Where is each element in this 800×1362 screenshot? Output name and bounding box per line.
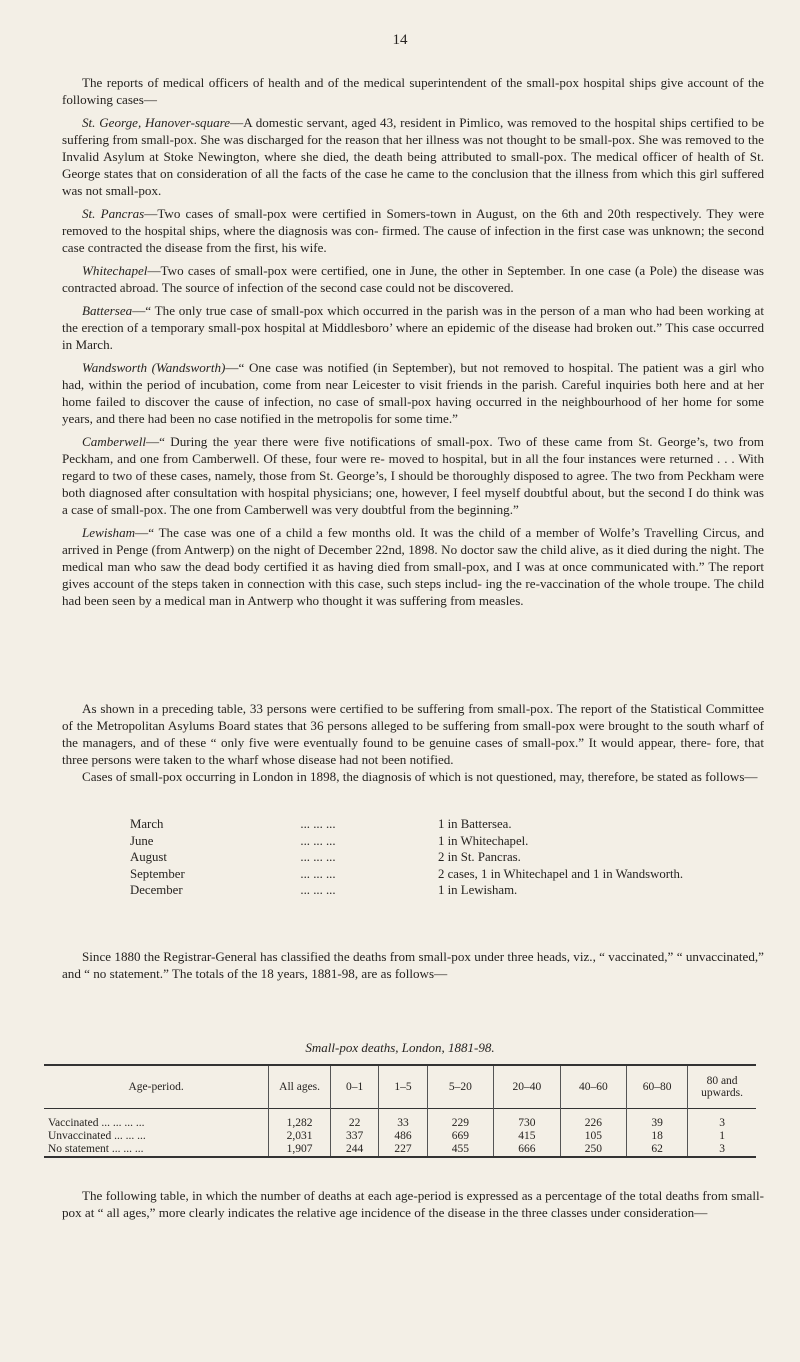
smallpox-deaths-table [44, 1064, 756, 1158]
entry-wandsworth [62, 359, 764, 427]
column-header: 0–1 [331, 1065, 379, 1109]
list-item: August ... ... ... 2 in St. Pancras. [130, 850, 521, 864]
column-header: 5–20 [427, 1065, 493, 1109]
entry-label: Battersea [82, 303, 133, 318]
case-reports-section [62, 74, 764, 615]
list-item: September ... ... ... 2 cases, 1 in Whitechapel and 1 in Wandsworth. [130, 866, 684, 881]
entry-label: St. Pancras [82, 206, 145, 221]
entry-text: —“ One case was notified (in September), but not removed to hospital. The patient was a girl who had, within the period of incubation, come from near Leicester to visit friends in the parish. Careful inquiries both here and at her home failed to discover the cause of infection, no case of small-pox having occurred in the neighbourhood of her home for some years, and there had been no case notified in the metropolis for some time.” [62, 360, 764, 426]
column-header: 80 and upwards. [688, 1065, 756, 1109]
entry-lewisham [62, 524, 764, 609]
entry-text: —“ During the year there were five notifications of small-pox. Two of these came from St. George’s, two from Peckham, and one from Camberwell. Of these, four were re- moved to hospital, but in all the four instances were returned . . . With regard to two of these cases, namely, those from St. George’s, I should be thoroughly disposed to agree. The two from Peckham were both diagnosed after consultation with hospital physicians; one, however, I feel myself doubtful about, but the second I do think was a case of small-pox. The one from Camberwell was very doubtful from the beginning.” [62, 434, 764, 517]
entry-camberwell [62, 433, 764, 518]
list-item: December ... ... ... 1 in Lewisham. [130, 883, 518, 897]
table-caption: Small-pox deaths, London, 1881-98. [305, 1040, 495, 1055]
column-header: 60–80 [627, 1065, 688, 1109]
column-header: 1–5 [379, 1065, 427, 1109]
column-header: Age-period. [128, 1081, 184, 1093]
table-row: Vaccinated ... ... ... ... 1,282 22 33 229 730 226 39 3 [44, 1109, 756, 1131]
entry-label: Whitechapel [82, 263, 148, 278]
entry-label: Wandsworth (Wandsworth) [82, 360, 226, 375]
list-item: March ... ... ... 1 in Battersea. [130, 817, 512, 831]
entry-label: Camberwell [82, 434, 147, 449]
summary-section [62, 700, 764, 791]
entry-label: Lewisham [82, 525, 136, 540]
entry-text: —A domestic servant, aged 43, resident in Pimlico, was removed to the hospital ships certified to be suffering from small-pox. She was discharged for the reason that her illness was not thought to be small-pox. She was removed to the Invalid Asylum at Stoke Newington, where she died, the death being attributed to small-pox. The medical officer of health of St. George states that on consideration of all the facts of the case he came to the conclusion that the illness from which this girl suffered was not small-pox. [62, 115, 765, 198]
column-header: All ages. [269, 1065, 331, 1109]
cases-list [130, 816, 683, 899]
entry-st-george [62, 114, 764, 199]
column-header: 20–40 [494, 1065, 560, 1109]
entry-whitechapel [62, 262, 764, 296]
certified-paragraph: As shown in a preceding table, 33 persons were certified to be suffering from small-pox. The report of the Statistical Committee of the Metropolitan Asylums Board states that 36 persons alleged to be suffering from small-pox were brought to the south wharf of the managers, and of these “ only five were eventually found to be genuine cases of small-pox.” It would appear, there- fore, that three persons were taken to the wharf whose disease had not been notified. [62, 701, 764, 767]
percentage-paragraph: The following table, in which the number of deaths at each age-period is expressed as a percentage of the total deaths from small-pox at “ all ages,” more clearly indicates the relative age incidence of the disease in the three classes under consideration— [62, 1188, 764, 1220]
classification-paragraph: Since 1880 the Registrar-General has classified the deaths from small-pox under three heads, viz., “ vaccinated,” “ unvaccinated,” and “ no statement.” The totals of the 18 years, 1881-98, are as follows— [62, 949, 764, 981]
entry-text: —“ The only true case of small-pox which occurred in the parish was in the person of a man who had been working at the erection of a temporary small-pox hospital at Middlesboro’ where an epidemic of the disease had broken out.” This case occurred in March. [62, 303, 764, 352]
entry-label: St. George, Hanover-square [82, 115, 231, 130]
entry-text: —Two cases of small-pox were certified, one in June, the other in September. In one case (a Pole) the disease was contracted abroad. The source of infection of the second case could not be discovered. [62, 263, 764, 295]
page-number: 14 [392, 32, 408, 48]
entry-text: —“ The case was one of a child a few months old. It was the child of a member of Wolfe’s Travelling Circus, and arrived in Penge (from Antwerp) on the night of December 22nd, 1898. No doctor saw the child alive, as it died during the night. The medical man who saw the dead body certified it as having died from small-pox, and I was at once communicated with.” The report gives account of the steps taken in connection with this case, such steps includ- ing the re-vaccination of the whole troupe. The child had been seen by a medical man in Antwerp who thought it was suffering from measles. [62, 525, 764, 608]
cases-intro-paragraph: Cases of small-pox occurring in London in 1898, the diagnosis of which is not questioned, may, therefore, be stated as follows— [82, 769, 758, 784]
intro-paragraph: The reports of medical officers of health and of the medical superintendent of the small-pox hospital ships give account of the following cases— [62, 75, 764, 107]
classification-section [62, 948, 764, 988]
entry-text: —Two cases of small-pox were certified in Somers-town in August, on the 6th and 20th respectively. They were removed to the hospital ships, where the diagnosis was con- firmed. The cause of infection in the first case was unknown; the second case contracted the disease from the first, his wife. [62, 206, 764, 255]
table-row: Unvaccinated ... ... ... 2,031 337 486 669 415 105 18 1 [44, 1130, 756, 1143]
list-item: June ... ... ... 1 in Whitechapel. [130, 833, 529, 848]
table-header-row [44, 1065, 756, 1109]
column-header: 40–60 [560, 1065, 626, 1109]
entry-st-pancras [62, 205, 764, 256]
entry-battersea [62, 302, 764, 353]
table-row: No statement ... ... ... 1,907 244 227 455 666 250 62 3 [44, 1143, 756, 1157]
percentage-section [62, 1187, 764, 1221]
